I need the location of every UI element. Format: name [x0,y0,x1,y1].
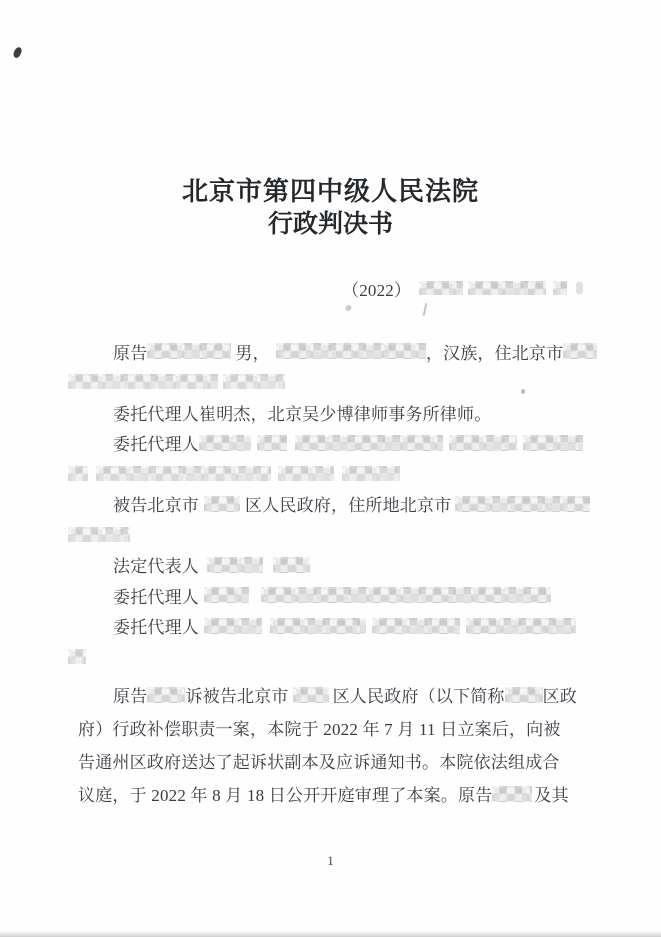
document-line [113,428,633,459]
text-run: 男， [235,343,270,363]
text-run: 法定代表人 [113,557,199,577]
spacer [271,473,278,474]
redaction-block [466,618,576,634]
spacer [199,564,207,565]
redaction-block [147,687,185,703]
document-line [113,580,633,611]
redaction-block [257,435,287,451]
redaction-block [147,343,231,359]
text-run: （2022） [342,280,412,300]
redaction-block [505,687,543,703]
spacer [262,625,270,626]
document-line [113,611,633,642]
redaction-block [96,466,271,481]
document-line [78,744,608,777]
text-run: ，汉族，住北京市 [425,343,564,363]
case-summary-paragraph [78,678,608,810]
spacer [287,442,295,443]
document-line [78,678,608,711]
document-line [113,336,633,367]
document-line [68,519,633,550]
scan-artifact [12,46,23,59]
document-line [113,550,633,581]
redaction-block [523,435,583,451]
document-line [113,397,633,428]
redaction-block [68,374,218,389]
case-number-line [342,276,567,300]
redaction-block [68,466,88,481]
text-run: 府）行政补偿职责一案，本院于 2022 年 7 月 11 日立案后，向被 [78,720,561,739]
text-run: 原告 [113,687,148,706]
spacer [546,288,553,289]
scan-bottom-edge-shadow [0,931,661,937]
redaction-block [199,435,251,451]
redaction-block [207,557,263,573]
document-type-title: 行政判决书 [267,211,393,238]
redaction-block [342,466,400,481]
redaction-block [270,618,366,634]
text-run: 委托代理人 [113,435,199,455]
scan-artifact [576,282,583,294]
document-line [113,489,633,520]
document-line [68,367,633,398]
page-number: 1 [327,853,334,868]
redaction-block [68,527,130,542]
text-run: 区人民政府，住所地北京市 [245,496,452,516]
scan-artifact [345,304,353,312]
document-line [68,641,633,672]
redaction-block [68,649,86,664]
redaction-block [204,618,262,634]
scan-artifact [521,389,525,394]
redaction-block [449,435,517,451]
redaction-block [223,374,285,389]
redaction-block [455,496,590,512]
text-run: 及其 [534,786,569,805]
document-line [342,276,567,300]
redaction-block [204,587,249,603]
redaction-block [261,587,551,603]
redaction-block [468,281,546,295]
text-run: 原告 [113,343,148,363]
spacer [270,351,276,352]
spacer [263,564,273,565]
spacer [249,595,261,596]
spacer [334,473,342,474]
document-line [78,777,608,810]
redaction-block [492,786,532,802]
redaction-block [372,618,460,634]
redaction-block [563,343,597,359]
document-line [78,711,608,744]
text-run: 诉被告北京市 [185,687,289,706]
text-run: 委托代理人 [113,587,199,607]
court-name-title: 北京市第四中级人民法院 [181,177,479,206]
redaction-block [295,435,443,451]
text-run: 议庭，于 2022 年 8 月 18 日公开开庭审理了本案。原告 [78,786,493,805]
spacer [411,288,419,289]
document-line [68,458,633,489]
scan-artifact [423,303,428,316]
redaction-block [293,687,329,703]
redaction-block [273,557,310,573]
text-run: 区人民政府（以下简称 [332,687,505,706]
text-run: 委托代理人 [113,618,199,638]
redaction-block [278,466,334,481]
spacer [88,473,96,474]
text-run: 委托代理人崔明杰，北京吴少博律师事务所律师。 [113,404,492,424]
text-run: 告通州区政府送达了起诉状副本及应诉通知书。本院依法组成合 [78,753,560,772]
text-run: 区政 [542,687,578,706]
redaction-block [553,281,567,295]
redaction-block [204,496,240,512]
party-listing-section [113,336,633,672]
redaction-block [276,343,426,359]
redaction-block [419,281,463,295]
text-run: 被告北京市 [113,496,199,516]
